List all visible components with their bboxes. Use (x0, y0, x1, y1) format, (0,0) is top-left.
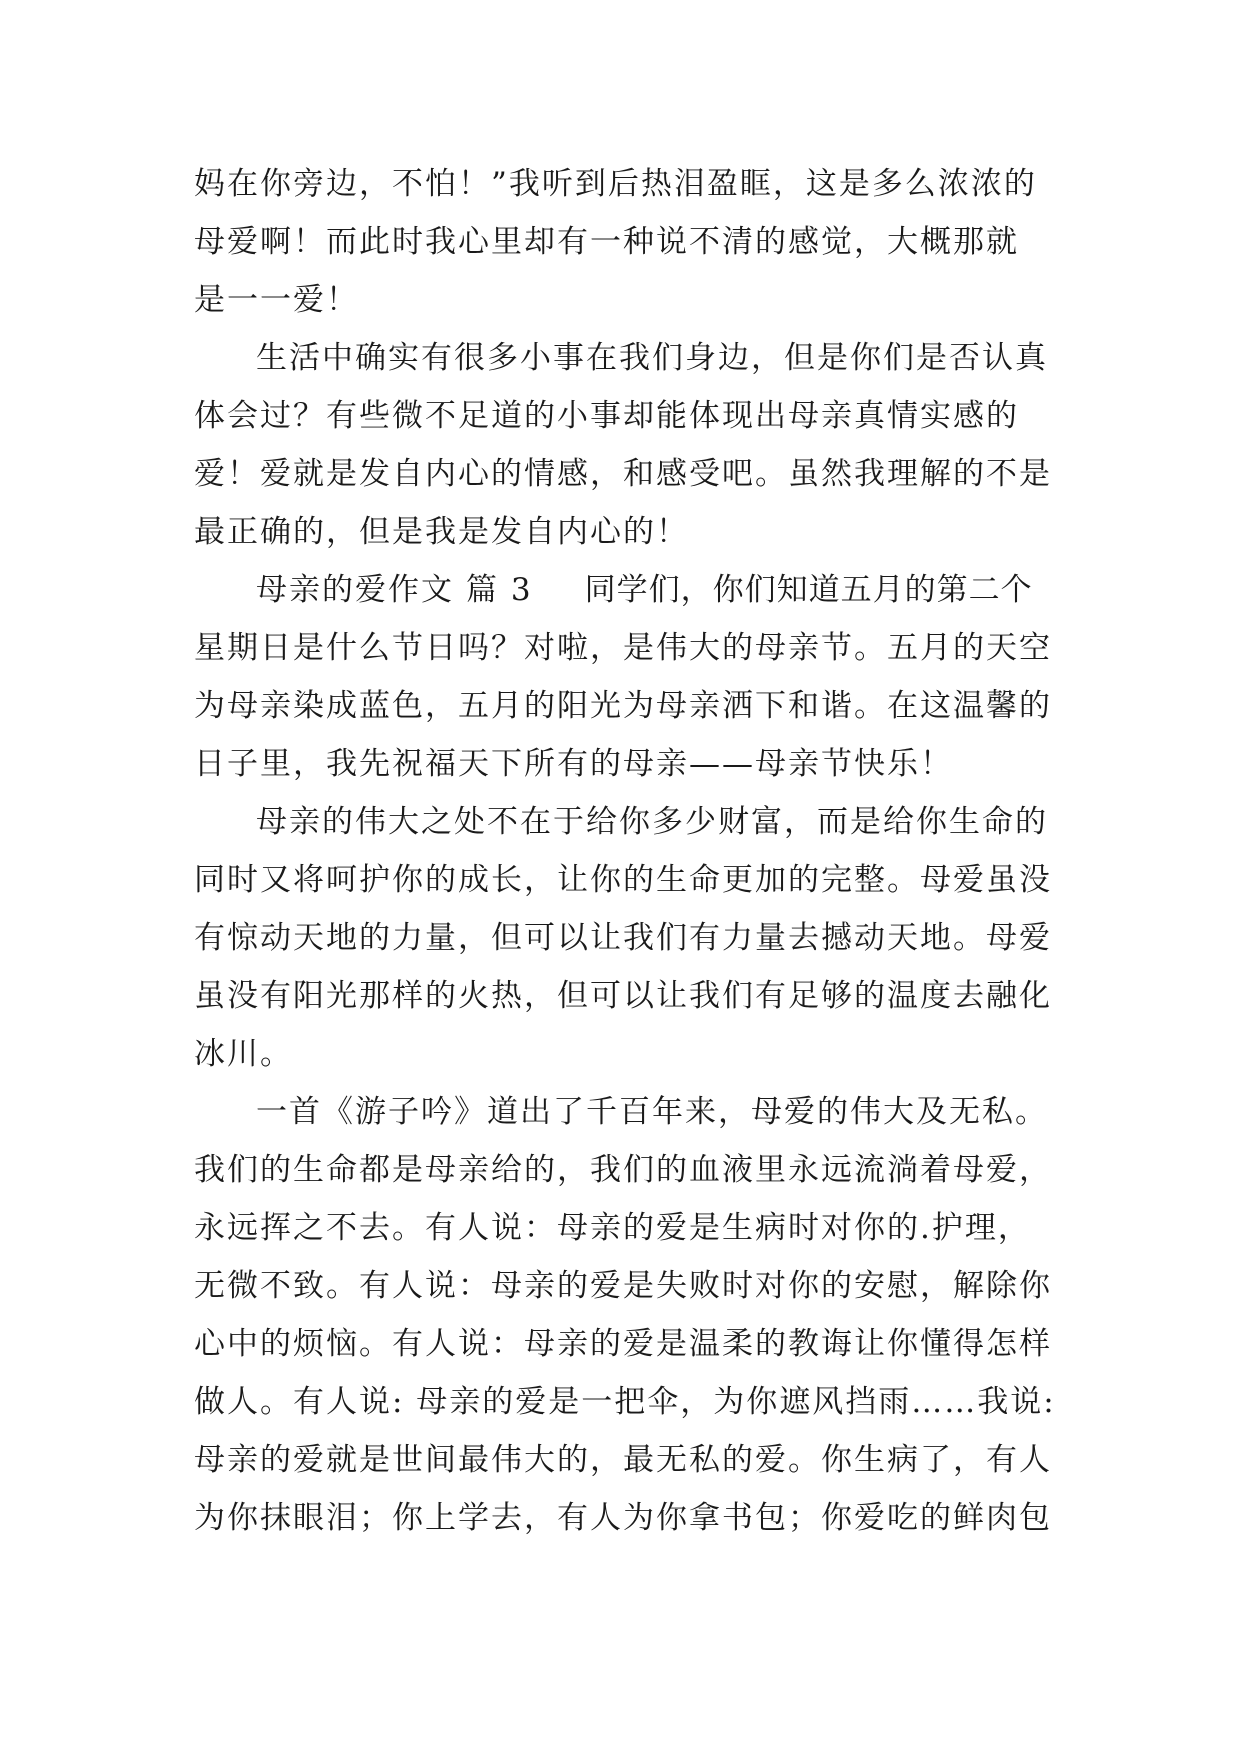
paragraph-line: 无微不致。有人说：母亲的爱是失败时对你的安慰，解除你 (194, 1268, 1052, 1304)
section-title: 母亲的爱作文 (256, 572, 454, 608)
section-part-label: 篇 3 (466, 572, 533, 608)
section-opening-text: 同学们，你们知道五月的第二个 (584, 572, 1033, 608)
paragraph-line: 为母亲染成蓝色，五月的阳光为母亲洒下和谐。在这温馨的 (194, 688, 1052, 724)
paragraph-line: 有惊动天地的力量，但可以让我们有力量去撼动天地。母爱 (194, 920, 1052, 956)
paragraph-line: 虽没有阳光那样的火热，但可以让我们有足够的温度去融化 (194, 978, 1052, 1014)
paragraph-line: 同时又将呵护你的成长，让你的生命更加的完整。母爱虽没 (194, 862, 1052, 898)
paragraph-line: 母亲的伟大之处不在于给你多少财富，而是给你生命的 (256, 804, 1048, 840)
paragraph-line: 我们的生命都是母亲给的，我们的血液里永远流淌着母爱， (194, 1152, 1052, 1188)
paragraph-line: 生活中确实有很多小事在我们身边，但是你们是否认真 (256, 340, 1048, 376)
section-heading-line (256, 561, 1136, 619)
paragraph-line: 母亲的爱就是世间最伟大的，最无私的爱。你生病了，有人 (194, 1442, 1052, 1478)
paragraph-line: 爱！爱就是发自内心的情感，和感受吧。虽然我理解的不是 (194, 456, 1052, 492)
paragraph-line: 冰川。 (194, 1036, 293, 1072)
paragraph-line: 体会过？有些微不足道的小事却能体现出母亲真情实感的 (194, 398, 1019, 434)
paragraph-line: 永远挥之不去。有人说：母亲的爱是生病时对你的.护理， (194, 1210, 1031, 1246)
paragraph-line: 做人。有人说: 母亲的爱是一把伞，为你遮风挡雨……我说: (194, 1384, 1056, 1420)
paragraph-line: 一首《游子吟》道出了千百年来，母爱的伟大及无私。 (256, 1094, 1048, 1130)
paragraph-line: 日子里，我先祝福天下所有的母亲——母亲节快乐！ (194, 746, 953, 782)
paragraph-line: 星期日是什么节日吗？对啦，是伟大的母亲节。五月的天空 (194, 630, 1052, 666)
paragraph-line: 母爱啊！而此时我心里却有一种说不清的感觉，大概那就 (194, 224, 1019, 260)
paragraph-line: 是一一爱！ (194, 282, 359, 318)
paragraph-line: 为你抹眼泪；你上学去，有人为你拿书包；你爱吃的鲜肉包 (194, 1500, 1052, 1536)
paragraph-line: 心中的烦恼。有人说：母亲的爱是温柔的教诲让你懂得怎样 (194, 1326, 1052, 1362)
paragraph-line: 最正确的，但是我是发自内心的！ (194, 514, 689, 550)
paragraph-line: 妈在你旁边，不怕！”我听到后热泪盈眶，这是多么浓浓的 (194, 166, 1037, 202)
